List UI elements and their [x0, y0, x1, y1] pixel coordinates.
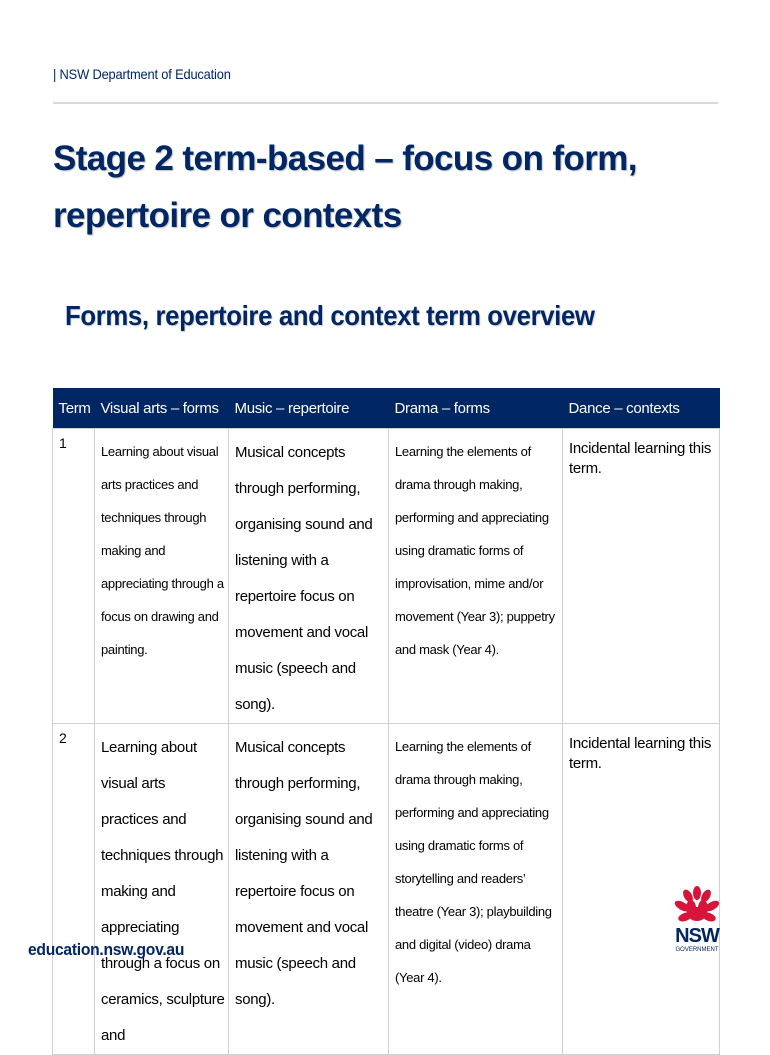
cell-music: Musical concepts through performing, organising sound and listening with a repertoire focus on movement and vocal music (speech and song).	[229, 724, 389, 1055]
cell-music: Musical concepts through performing, organising sound and listening with a repertoire focus on movement and vocal music (speech and song).	[229, 429, 389, 724]
header-divider	[53, 102, 718, 104]
footer-url[interactable]: education.nsw.gov.au	[28, 940, 185, 959]
cell-visual-arts: Learning about visual arts practices and techniques through making and appreciating through a focus on ceramics, sculpture and	[95, 724, 229, 1055]
table-header-row	[53, 388, 720, 429]
header-music: Music – repertoire	[229, 388, 389, 429]
cell-term: 1	[53, 429, 95, 724]
cell-dance: Incidental learning this term.	[563, 429, 720, 724]
header-drama: Drama – forms	[389, 388, 563, 429]
cell-term: 2	[53, 724, 95, 1055]
waratah-icon	[672, 884, 722, 926]
cell-drama: Learning the elements of drama through making, performing and appreciating using dramatic forms of improvisation, mime and/or movement (Year 3); puppetry and mask (Year 4).	[389, 429, 563, 724]
header-term: Term	[53, 388, 95, 429]
cell-dance: Incidental learning this term.	[563, 724, 720, 1055]
cell-visual-arts: Learning about visual arts practices and techniques through making and appreciating through a focus on drawing and painting.	[95, 429, 229, 724]
header-dance: Dance – contexts	[563, 388, 720, 429]
table-row	[53, 724, 720, 1055]
logo-nsw-text: NSW	[675, 925, 719, 947]
nsw-government-logo	[672, 884, 722, 959]
department-header: | NSW Department of Education	[53, 66, 231, 82]
cell-drama: Learning the elements of drama through making, performing and appreciating using dramatic forms of storytelling and readers’ theatre (Year 3); playbuilding and digital (video) drama (Year 4).	[389, 724, 563, 1055]
page-title: Stage 2 term-based – focus on form, repertoire or contexts	[53, 139, 637, 235]
header-visual-arts: Visual arts – forms	[95, 388, 229, 429]
section-subtitle: Forms, repertoire and context term overview	[65, 300, 595, 331]
logo-government-text: GOVERNMENT	[675, 947, 719, 953]
table-row	[53, 429, 720, 724]
